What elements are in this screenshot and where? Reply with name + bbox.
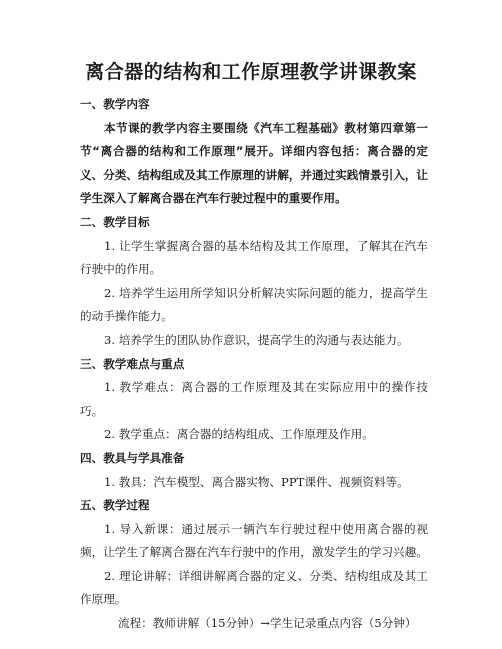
- section-heading-content: 一、教学内容: [80, 97, 150, 111]
- process-step: 1. 导入新课：通过展示一辆汽车行驶过程中使用离合器的视频，让学生了解离合器在汽车行驶中的作用，激发学生的学习兴趣。: [80, 521, 428, 560]
- goal-item: 2. 培养学生运用所学知识分析解决实际问题的能力，提高学生的动手操作能力。: [80, 285, 428, 324]
- section-paragraph: 本节课的教学内容主要围绕《汽车工程基础》教材第四章第一节“离合器的结构和工作原理”展开。详细内容包括：离合器的定义、分类、结构组成及其工作原理的讲解，并通过实践情景引入，让学生深入了解离合器在汽车行驶过程中的重要作用。: [80, 120, 428, 206]
- key-point-item: 1. 教学难点：离合器的工作原理及其在实际应用中的操作技巧。: [80, 380, 428, 418]
- section-heading-materials: 四、教具与学具准备: [80, 450, 185, 465]
- section-heading-goals: 二、教学目标: [80, 214, 150, 229]
- process-step: 2. 理论讲解：详细讲解离合器的定义、分类、结构组成及其工作原理。: [80, 568, 428, 607]
- document-body: [80, 93, 428, 636]
- key-point-item: 2. 教学重点：离合器的结构组成、工作原理及作用。: [104, 427, 374, 442]
- materials-item: 1. 教具：汽车模型、离合器实物、PPT课件、视频资料等。: [104, 474, 409, 489]
- goal-item: 3. 培养学生的团队协作意识，提高学生的沟通与表达能力。: [104, 332, 409, 347]
- section-heading-process: 五、教学过程: [80, 498, 150, 513]
- goal-item: 1. 让学生掌握离合器的基本结构及其工作原理，了解其在汽车行驶中的作用。: [80, 238, 428, 277]
- page-title: 离合器的结构和工作原理教学讲课教案: [85, 61, 417, 83]
- section-heading-key-points: 三、教学难点与重点: [80, 356, 185, 371]
- process-flow: 流程：教师讲解（15分钟）→学生记录重点内容（5分钟）: [118, 616, 417, 631]
